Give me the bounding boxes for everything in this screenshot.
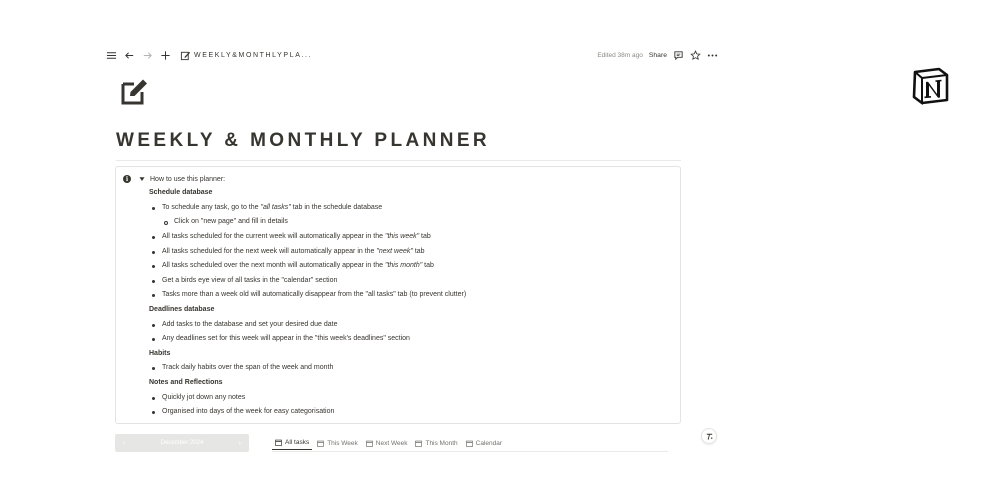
prev-month-button[interactable]: ‹ [123, 439, 126, 447]
sub-bullet-circle [164, 221, 168, 225]
list-item: Any deadlines set for this week will appear in the "this week's deadlines" section [162, 335, 410, 342]
breadcrumb[interactable] [180, 50, 312, 61]
star-icon[interactable] [690, 50, 701, 61]
calendar-icon [366, 440, 373, 447]
database-view-tabs [272, 436, 668, 452]
tab-this-month[interactable] [412, 436, 460, 450]
page-edit-icon[interactable] [119, 77, 149, 107]
comment-icon[interactable] [673, 50, 684, 61]
list-item: Add tasks to the database and set your desired due date [162, 321, 338, 328]
tab-label: All tasks [285, 439, 310, 446]
tab-this-week[interactable] [314, 436, 361, 450]
list-item: All tasks scheduled for the current week will automatically appear in the "this week" tab [162, 233, 431, 240]
section-heading-habits: Habits [149, 350, 171, 357]
current-month-label: December 2024 [160, 440, 204, 446]
list-item: Tasks more than a week old will automatically disappear from the "all tasks" tab (to prevent clutter) [162, 291, 467, 298]
sub-list-item: Click on "new page" and fill in details [174, 218, 288, 225]
calendar-icon [317, 440, 324, 447]
bullet-dot [152, 397, 155, 400]
top-bar [106, 47, 718, 63]
list-item: All tasks scheduled over the next month will automatically appear in the "this month" tab [162, 262, 434, 269]
bullet-dot [152, 411, 155, 414]
bullet-dot [152, 236, 155, 239]
tab-next-week[interactable] [363, 436, 411, 450]
topbar-actions [597, 50, 718, 61]
bullet-dot [152, 207, 155, 210]
month-navigator[interactable] [115, 434, 249, 452]
sparkle-pen-icon [705, 432, 714, 441]
toggle-triangle-icon[interactable] [139, 176, 145, 182]
calendar-icon [466, 440, 473, 447]
more-options-icon[interactable] [707, 50, 718, 61]
list-item: Get a birds eye view of all tasks in the "calendar" section [162, 277, 338, 284]
callout-header [123, 175, 225, 183]
tab-label: Next Week [375, 439, 408, 447]
page-title[interactable]: WEEKLY & MONTHLY PLANNER [116, 130, 491, 151]
bullet-dot [152, 280, 155, 283]
list-item: To schedule any task, go to the "all tasks" tab in the schedule database [162, 204, 383, 211]
list-item: All tasks scheduled for the next week will automatically appear in the "next week" tab [162, 248, 425, 255]
section-heading-deadlines: Deadlines database [149, 306, 215, 313]
bullet-dot [152, 324, 155, 327]
share-button[interactable]: Share [648, 51, 667, 59]
edited-timestamp: Edited 38m ago [597, 51, 643, 59]
bullet-dot [152, 367, 155, 370]
next-month-button[interactable]: › [238, 439, 241, 447]
tab-label: Calendar [475, 439, 503, 447]
calendar-icon [415, 440, 422, 447]
bullet-dot [152, 294, 155, 297]
edit-note-icon [180, 50, 191, 61]
list-item: Track daily habits over the span of the week and month [162, 364, 334, 371]
breadcrumb-label: WEEKLY&MONTHLYPLA... [194, 51, 313, 59]
forward-arrow-icon[interactable] [142, 50, 153, 61]
tab-label: This Month [425, 439, 458, 447]
plus-icon[interactable] [160, 50, 171, 61]
section-heading-notes: Notes and Reflections [149, 379, 223, 386]
tab-all-tasks[interactable] [272, 436, 312, 450]
tab-calendar[interactable] [463, 436, 505, 450]
notion-logo [910, 66, 950, 106]
info-icon: i [123, 175, 131, 183]
bullet-dot [152, 251, 155, 254]
list-item: Quickly jot down any notes [162, 394, 246, 401]
section-heading-schedule: Schedule database [149, 189, 213, 196]
nav-controls [106, 50, 312, 61]
back-arrow-icon[interactable] [124, 50, 135, 61]
tab-label: This Week [327, 439, 358, 447]
callout-toggle-label[interactable]: How to use this planner: [150, 175, 226, 183]
calendar-icon [275, 439, 282, 446]
notion-ai-button[interactable] [701, 428, 717, 444]
title-divider [116, 160, 681, 161]
bullet-dot [152, 338, 155, 341]
instructions-callout [115, 166, 681, 424]
menu-icon[interactable] [106, 50, 117, 61]
bullet-dot [152, 265, 155, 268]
list-item: Organised into days of the week for easy categorisation [162, 408, 335, 415]
